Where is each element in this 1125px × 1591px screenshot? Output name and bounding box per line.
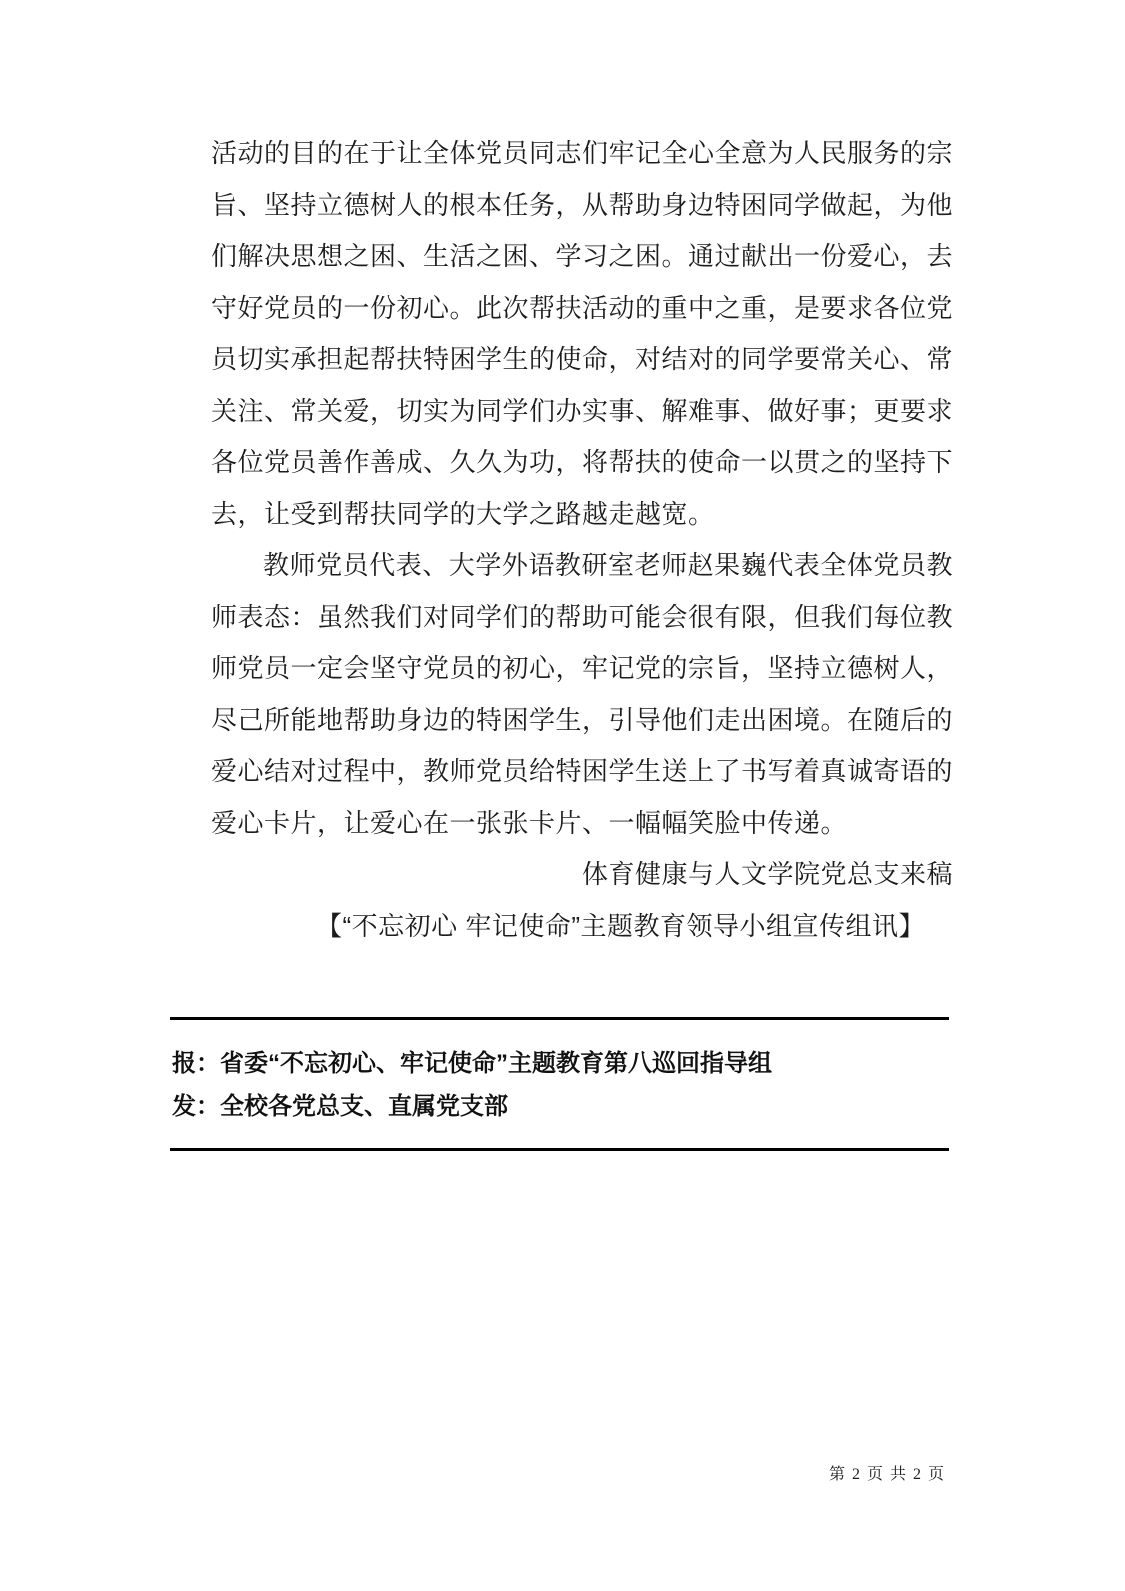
body-text-line: 去，让受到帮扶同学的大学之路越走越宽。 (211, 498, 715, 529)
page-number: 第 2 页 共 2 页 (829, 1466, 946, 1483)
body-text-line: 员切实承担起帮扶特困学生的使命，对结对的同学要常关心、常 (211, 344, 954, 374)
body-text-line: 守好党员的一份初心。此次帮扶活动的重中之重，是要求各位党 (211, 292, 954, 323)
body-text-line: 师党员一定会坚守党员的初心，牢记党的宗旨，坚持立德树人， (211, 653, 954, 683)
body-text-line: 关注、常关爱，切实为同学们办实事、解难事、做好事；更要求 (211, 395, 954, 426)
issued-to-line: 发：全校各党总支、直属党支部 (172, 1093, 508, 1120)
body-text-line: 各位党员善作善成、久久为功，将帮扶的使命一以贯之的坚持下 (211, 447, 954, 477)
body-text-line: 爱心结对过程中，教师党员给特困学生送上了书写着真诚寄语的 (211, 756, 954, 786)
body-text-line: 师表态：虽然我们对同学们的帮助可能会很有限，但我们每位教 (211, 601, 954, 632)
body-text-line: 教师党员代表、大学外语教研室老师赵果巍代表全体党员教 (263, 550, 953, 580)
report-to-line: 报：省委“不忘初心、牢记使命”主题教育第八巡回指导组 (172, 1050, 772, 1077)
signature-line: 体育健康与人文学院党总支来稿 (581, 859, 953, 889)
body-text-line: 们解决思想之困、生活之困、学习之困。通过献出一份爱心，去 (211, 241, 954, 271)
body-text-line: 爱心卡片，让爱心在一张张卡片、一幅幅笑脸中传递。 (211, 807, 848, 838)
body-text-line: 旨、坚持立德树人的根本任务，从帮助身边特困同学做起，为他 (211, 189, 954, 220)
publication-note: 【“不忘初心 牢记使命”主题教育领导小组宣传组讯】 (316, 910, 926, 941)
body-text-line: 活动的目的在于让全体党员同志们牢记全心全意为人民服务的宗 (211, 138, 954, 168)
body-text-line: 尽己所能地帮助身边的特困学生，引导他们走出困境。在随后的 (211, 704, 954, 735)
divider-rule-bottom (170, 1148, 949, 1151)
distribution-block (172, 1042, 952, 1128)
divider-rule-top (170, 1017, 949, 1020)
document-body (211, 128, 953, 952)
